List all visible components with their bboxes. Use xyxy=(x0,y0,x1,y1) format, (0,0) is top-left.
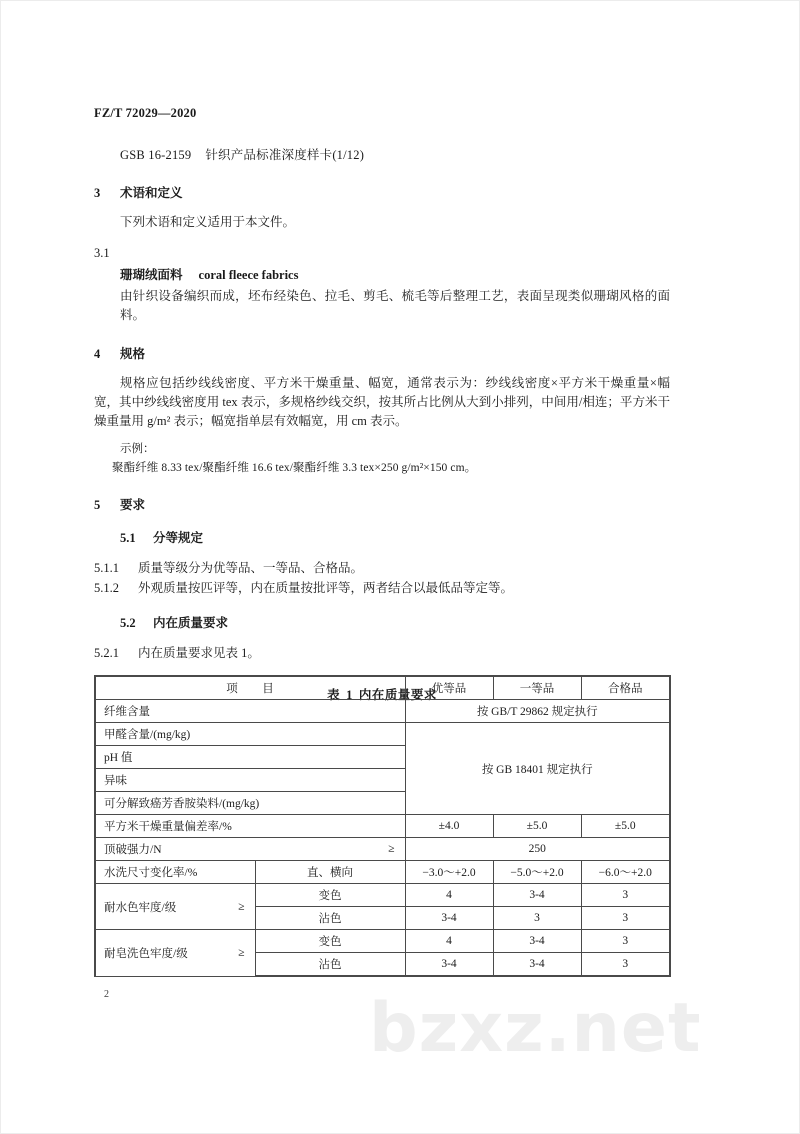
row-value-bursting-strength: 250 xyxy=(405,838,670,861)
row-value-soaping-colorchange-qualified: 3 xyxy=(581,930,670,953)
row-sub-soaping-colorchange: 变色 xyxy=(255,930,405,953)
table-row xyxy=(95,861,670,884)
subclause-number-5-2: 5.2 xyxy=(120,616,136,630)
row-value-fiber-content: 按 GB/T 29862 规定执行 xyxy=(405,700,670,723)
row-value-weight-deviation-first: ±5.0 xyxy=(493,815,581,838)
row-value-water-staining-qualified: 3 xyxy=(581,907,670,930)
spec-paragraph: 规格应包括纱线线密度、平方米干燥重量、幅宽，通常表示为：纱线线密度×平方米干燥重量×幅宽，其中纱线线密度用 tex 表示，多规格纱线交织，按其所占比例从大到小排列，中间用/相连；平方米干燥重量用 g/m² 表示；幅宽指单层有效幅宽，用 cm 表示。 xyxy=(94,376,670,428)
term-name xyxy=(94,265,670,283)
table-caption-prefix: 表 xyxy=(327,687,341,702)
row-item-formaldehyde: 甲醛含量/(mg/kg) xyxy=(95,723,405,746)
clause-heading-3 xyxy=(94,183,670,201)
greater-equal-symbol: ≥ xyxy=(388,843,395,855)
table-row xyxy=(95,884,670,907)
table-row xyxy=(95,700,670,723)
row-value-water-staining-first: 3 xyxy=(493,907,581,930)
intrinsic-quality-table xyxy=(94,675,671,977)
paragraph-number-5-1-1: 5.1.1 xyxy=(94,560,119,575)
reference-title: 针织产品标准深度样卡(1/12) xyxy=(205,148,365,162)
row-value-soaping-staining-qualified: 3 xyxy=(581,953,670,977)
row-sub-water-colorchange: 变色 xyxy=(255,884,405,907)
row-item-bursting-strength-label: 顶破强力/N xyxy=(104,844,162,856)
row-sub-soaping-staining: 沾色 xyxy=(255,953,405,977)
row-item-bursting-strength xyxy=(95,838,405,861)
paragraph-text-5-2-1: 内在质量要求见表 1。 xyxy=(138,646,260,660)
table-header-grade-excellent: 优等品 xyxy=(405,676,493,700)
reference-code: GSB 16-2159 xyxy=(120,148,192,162)
table-caption-title: 内在质量要求 xyxy=(358,687,437,702)
row-value-weight-deviation-excellent: ±4.0 xyxy=(405,815,493,838)
terms-intro-paragraph: 下列术语和定义适用于本文件。 xyxy=(120,215,296,229)
term-definition: 由针织设备编织而成，坯布经染色、拉毛、剪毛、梳毛等后整理工艺，表面呈现类似珊瑚风格的面料。 xyxy=(120,288,670,322)
row-value-water-staining-excellent: 3-4 xyxy=(405,907,493,930)
row-item-soaping-colorfastness xyxy=(95,930,255,977)
table-row xyxy=(95,815,670,838)
clause-number-5: 5 xyxy=(94,497,101,512)
row-item-wash-dimensional-change: 水洗尺寸变化率/% xyxy=(95,861,255,884)
normative-reference-line xyxy=(94,145,670,163)
row-value-soaping-colorchange-excellent: 4 xyxy=(405,930,493,953)
clause-title-4: 规格 xyxy=(120,347,146,362)
table-header-grade-qualified: 合格品 xyxy=(581,676,670,700)
row-item-water-colorfastness-label: 耐水色牢度/级 xyxy=(104,901,177,914)
table-header-item: 项 目 xyxy=(95,676,405,700)
document-number-header: FZ/T 72029—2020 xyxy=(94,106,197,120)
table-row xyxy=(95,930,670,953)
table-header-grade-first: 一等品 xyxy=(493,676,581,700)
clause-title-5: 要求 xyxy=(120,497,146,512)
row-item-odor: 异味 xyxy=(95,769,405,792)
row-value-water-colorchange-qualified: 3 xyxy=(581,884,670,907)
example-label: 示例： xyxy=(120,442,155,455)
row-value-water-colorchange-first: 3-4 xyxy=(493,884,581,907)
greater-equal-symbol: ≥ xyxy=(238,900,245,913)
subclause-number-5-1: 5.1 xyxy=(120,530,136,545)
greater-equal-symbol: ≥ xyxy=(238,946,245,959)
document-body xyxy=(94,139,670,703)
row-value-wash-first: −5.0～+2.0 xyxy=(493,861,581,884)
row-value-soaping-staining-excellent: 3-4 xyxy=(405,953,493,977)
row-value-gb18401-group: 按 GB 18401 规定执行 xyxy=(405,723,670,815)
paragraph-number-5-1-2: 5.1.2 xyxy=(94,581,119,596)
site-watermark: bzxz.net xyxy=(369,989,702,1068)
row-value-wash-excellent: −3.0～+2.0 xyxy=(405,861,493,884)
clause-heading-5 xyxy=(94,495,670,513)
row-item-ph: pH 值 xyxy=(95,746,405,769)
paragraph-5-1-1 xyxy=(94,559,670,578)
term-name-en: coral fleece fabrics xyxy=(198,267,299,282)
subclause-heading-5-2 xyxy=(94,613,670,631)
row-value-water-colorchange-excellent: 4 xyxy=(405,884,493,907)
term-entry-number: 3.1 xyxy=(94,245,110,260)
subclause-title-5-2: 内在质量要求 xyxy=(153,616,229,630)
paragraph-5-1-2 xyxy=(94,579,670,598)
row-sub-wash-direction: 直、横向 xyxy=(255,861,405,884)
clause-title-3: 术语和定义 xyxy=(120,186,183,200)
row-value-weight-deviation-qualified: ±5.0 xyxy=(581,815,670,838)
subclause-heading-5-1 xyxy=(94,528,670,546)
subclause-title-5-1: 分等规定 xyxy=(153,530,204,545)
row-sub-water-staining: 沾色 xyxy=(255,907,405,930)
page-number: 2 xyxy=(104,989,109,1000)
term-name-cn: 珊瑚绒面料 xyxy=(120,267,183,282)
table-caption-number: 1 xyxy=(346,687,353,702)
paragraph-5-2-1 xyxy=(94,644,670,663)
row-item-weight-deviation: 平方米干燥重量偏差率/% xyxy=(95,815,405,838)
paragraph-text-5-1-2: 外观质量按匹评等，内在质量按批评等，两者结合以最低品等定等。 xyxy=(138,581,514,596)
clause-number-4: 4 xyxy=(94,347,101,362)
paragraph-text-5-1-1: 质量等级分为优等品、一等品、合格品。 xyxy=(138,560,364,575)
row-item-azo-dye: 可分解致癌芳香胺染料/(mg/kg) xyxy=(95,792,405,815)
paragraph-number-5-2-1: 5.2.1 xyxy=(94,646,119,660)
clause-number-3: 3 xyxy=(94,186,101,200)
row-item-soaping-colorfastness-label: 耐皂洗色牢度/级 xyxy=(104,947,188,960)
table-header-row xyxy=(95,676,670,700)
table-row xyxy=(95,723,670,746)
row-value-wash-qualified: −6.0～+2.0 xyxy=(581,861,670,884)
clause-heading-4 xyxy=(94,344,670,362)
row-value-soaping-colorchange-first: 3-4 xyxy=(493,930,581,953)
example-text: 聚酯纤维 8.33 tex/聚酯纤维 16.6 tex/聚酯纤维 3.3 tex×250 g/m²×150 cm。 xyxy=(112,461,477,474)
row-item-water-colorfastness xyxy=(95,884,255,930)
row-value-soaping-staining-first: 3-4 xyxy=(493,953,581,977)
table-row xyxy=(95,838,670,861)
row-item-fiber-content: 纤维含量 xyxy=(95,700,405,723)
